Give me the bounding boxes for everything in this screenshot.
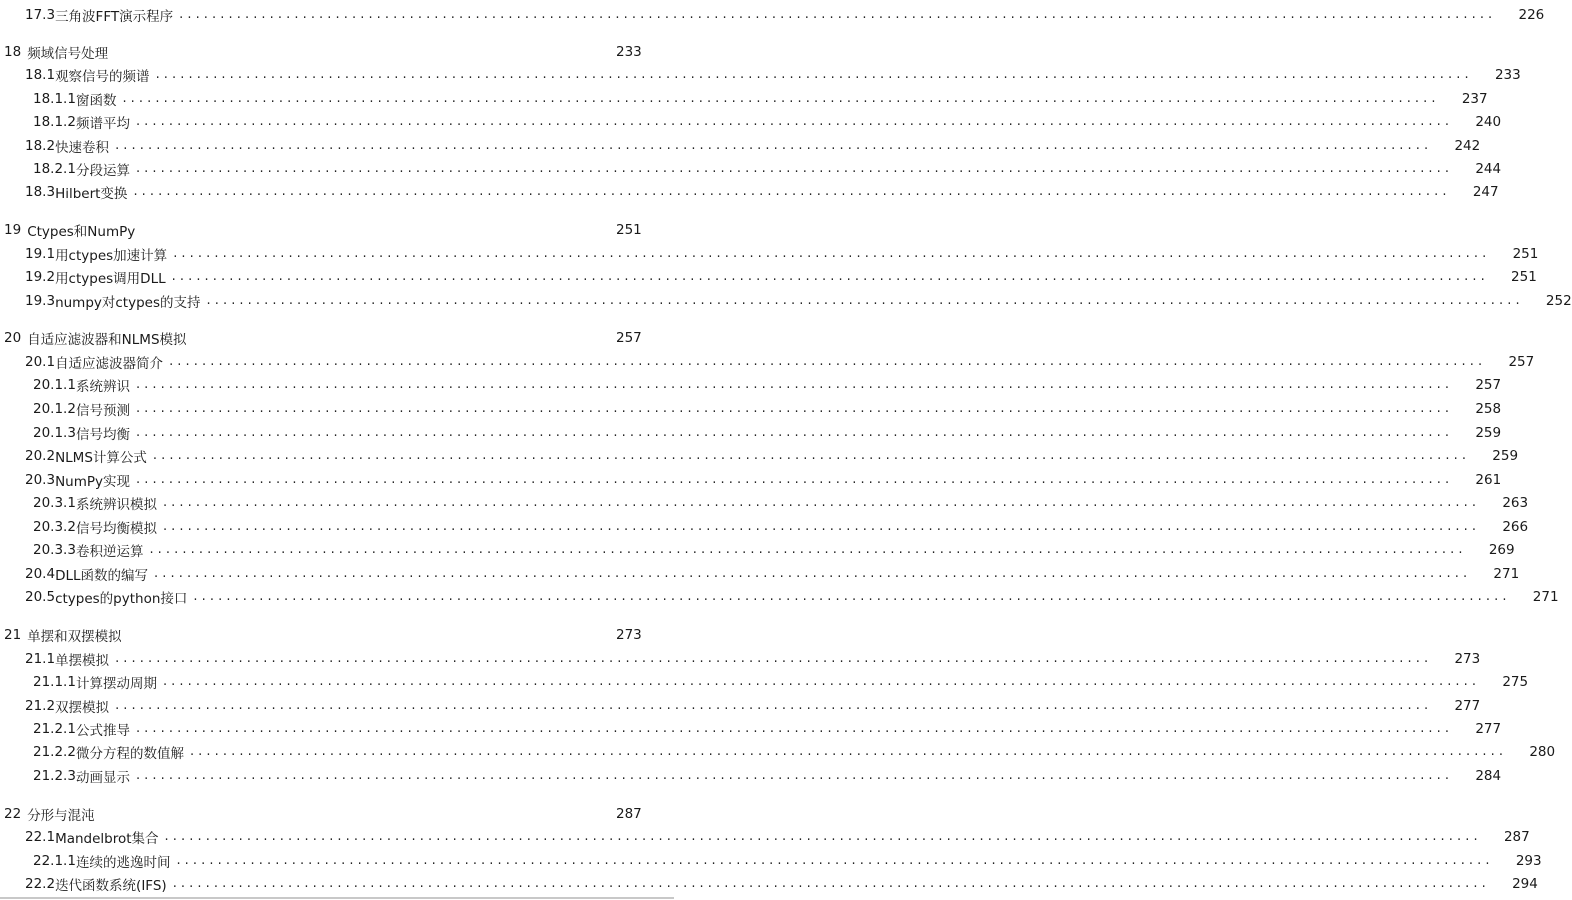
toc-entry[interactable] <box>0 89 1488 109</box>
entry-number: 17.3 <box>25 7 56 23</box>
leader-dots: ................................................................................................................................................................ <box>135 377 1454 392</box>
page-number: 259 <box>1475 425 1502 441</box>
entry-number: 21.2.2 <box>33 744 76 760</box>
entry-number: 21.2.1 <box>33 721 76 737</box>
entry-number: 20.3.1 <box>33 495 76 511</box>
toc-entry[interactable] <box>0 136 1481 156</box>
page-number: 226 <box>1518 7 1545 23</box>
toc-entry[interactable] <box>0 540 1515 560</box>
leader-dots: ................................................................................................................................................................ <box>154 566 1472 581</box>
toc-entry[interactable] <box>0 493 1529 513</box>
page-number: 257 <box>616 330 642 346</box>
leader-dots: ................................................................................................................................................................ <box>135 721 1454 736</box>
toc-entry[interactable] <box>0 766 1502 786</box>
entry-title: Hilbert变换 <box>55 186 128 202</box>
toc-chapter-entry[interactable] <box>0 625 674 645</box>
toc-entry[interactable] <box>0 470 1502 490</box>
leader-dots: ................................................................................................................................................................ <box>193 589 1511 604</box>
toc-entry[interactable] <box>0 352 1535 372</box>
toc-entry[interactable] <box>0 112 1502 132</box>
page-number: 277 <box>1454 698 1481 714</box>
page-number: 273 <box>616 627 642 643</box>
toc-entry[interactable] <box>0 267 1537 287</box>
page-number: 233 <box>616 44 642 60</box>
toc-entry[interactable] <box>0 517 1529 537</box>
entry-number: 18.1.2 <box>33 114 76 130</box>
entry-number: 18.2.1 <box>33 161 76 177</box>
entry-number: 19.2 <box>25 269 56 285</box>
page-number: 287 <box>1503 829 1530 845</box>
toc-entry[interactable] <box>0 564 1520 584</box>
leader-dots: ................................................................................................................................................................ <box>115 651 1433 666</box>
entry-number: 20.1.3 <box>33 425 76 441</box>
entry-title: NumPy实现 <box>55 474 130 490</box>
entry-title: 计算摆动周期 <box>75 676 157 692</box>
toc-entry[interactable] <box>0 399 1502 419</box>
leader-dots: ................................................................................................................................................................ <box>135 768 1454 783</box>
toc-chapter-entry[interactable] <box>0 220 674 240</box>
toc-entry[interactable] <box>0 719 1502 739</box>
entry-number: 18.1 <box>25 67 56 83</box>
leader-dots: ................................................................................................................................................................ <box>179 7 1497 22</box>
entry-title: 快速卷积 <box>55 140 110 156</box>
page-number: 294 <box>1512 876 1538 892</box>
page-number: 251 <box>1512 246 1539 262</box>
leader-dots: ................................................................................................................................................................ <box>135 425 1454 440</box>
entry-number: 21.1.1 <box>33 674 76 690</box>
toc-entry[interactable] <box>0 874 1538 894</box>
page-number: 247 <box>1472 184 1499 200</box>
entry-title: DLL函数的编写 <box>55 568 149 584</box>
entry-number: 18 <box>4 44 22 60</box>
leader-dots: ................................................................................................................................................................ <box>115 698 1433 713</box>
entry-title: 频谱平均 <box>75 116 130 132</box>
page-number: 257 <box>1475 377 1502 393</box>
entry-title: 动画显示 <box>75 770 130 786</box>
leader-dots: ................................................................................................................................................................ <box>189 744 1508 759</box>
entry-title: numpy对ctypes的支持 <box>55 295 201 311</box>
entry-number: 18.2 <box>25 138 56 154</box>
page-number: 252 <box>1545 293 1572 309</box>
page-number: 251 <box>1511 269 1537 285</box>
leader-dots: ................................................................................................................................................................ <box>155 67 1473 82</box>
leader-dots: ................................................................................................................................................................ <box>164 829 1482 844</box>
leader-dots: ................................................................................................................................................................ <box>171 269 1489 284</box>
page-number: 287 <box>616 806 642 822</box>
page-number: 275 <box>1502 674 1529 690</box>
entry-title: 系统辨识 <box>75 379 130 395</box>
toc-entry[interactable] <box>0 182 1499 202</box>
page-number: 258 <box>1475 401 1502 417</box>
page-bottom-rule <box>0 897 674 899</box>
entry-number: 18.3 <box>25 184 56 200</box>
leader-dots: ................................................................................................................................................................ <box>136 472 1454 487</box>
toc-entry[interactable] <box>0 851 1542 871</box>
toc-entry[interactable] <box>0 423 1502 443</box>
entry-title: 三角波FFT演示程序 <box>55 9 174 25</box>
leader-dots: ................................................................................................................................................................ <box>115 138 1433 153</box>
entry-title: Ctypes和NumPy <box>27 224 136 240</box>
entry-title: ctypes的python接口 <box>55 591 188 607</box>
entry-number: 20.1 <box>25 354 56 370</box>
entry-number: 21 <box>4 627 22 643</box>
toc-entry[interactable] <box>0 5 1545 25</box>
toc-entry[interactable] <box>0 244 1539 264</box>
page-number: 237 <box>1461 91 1488 107</box>
toc-entry[interactable] <box>0 742 1556 762</box>
entry-title: 单摆和双摆模拟 <box>27 629 122 645</box>
entry-number: 21.1 <box>25 651 56 667</box>
entry-title: 窗函数 <box>75 93 117 109</box>
entry-title: 连续的逃逸时间 <box>75 855 171 871</box>
entry-title: NLMS计算公式 <box>55 450 147 466</box>
entry-number: 22 <box>4 806 22 822</box>
leader-dots: ................................................................................................................................................................ <box>122 91 1440 106</box>
page-number: 263 <box>1502 495 1529 511</box>
leader-dots: ................................................................................................................................................................ <box>135 161 1454 176</box>
page-number: 233 <box>1494 67 1521 83</box>
entry-number: 22.1.1 <box>33 853 76 869</box>
leader-dots: ................................................................................................................................................................ <box>162 674 1481 689</box>
leader-dots: ................................................................................................................................................................ <box>176 853 1494 868</box>
entry-number: 18.1.1 <box>33 91 76 107</box>
leader-dots: ................................................................................................................................................................ <box>162 495 1481 510</box>
entry-title: 双摆模拟 <box>55 700 110 716</box>
entry-title: 信号均衡模拟 <box>75 521 157 537</box>
page-number: 244 <box>1475 161 1502 177</box>
entry-title: 信号均衡 <box>75 427 130 443</box>
page-number: 240 <box>1475 114 1502 130</box>
toc-entry[interactable] <box>0 649 1481 669</box>
toc-entry[interactable] <box>0 696 1481 716</box>
leader-dots: ................................................................................................................................................................ <box>135 401 1454 416</box>
page-number: 257 <box>1508 354 1535 370</box>
entry-title: Mandelbrot集合 <box>55 831 159 847</box>
toc-entry[interactable] <box>0 65 1521 85</box>
toc-entry[interactable] <box>0 587 1559 607</box>
page-number: 284 <box>1475 768 1502 784</box>
entry-title: 卷积逆运算 <box>75 544 144 560</box>
entry-number: 22.2 <box>25 876 56 892</box>
entry-title: 自适应滤波器简介 <box>55 356 164 372</box>
leader-dots: ................................................................................................................................................................ <box>173 246 1491 261</box>
entry-title: 频域信号处理 <box>27 46 109 62</box>
entry-title: 观察信号的频谱 <box>55 69 150 85</box>
page-number: 242 <box>1454 138 1481 154</box>
entry-number: 19.3 <box>25 293 56 309</box>
toc-entry[interactable] <box>0 291 1572 311</box>
toc-entry[interactable] <box>0 827 1530 847</box>
entry-number: 20.3.2 <box>33 519 76 535</box>
entry-number: 19 <box>4 222 22 238</box>
entry-title: 迭代函数系统(IFS) <box>55 878 167 894</box>
page-number: 271 <box>1532 589 1559 605</box>
leader-dots: ................................................................................................................................................................ <box>135 114 1454 129</box>
leader-dots: ................................................................................................................................................................ <box>133 184 1451 199</box>
toc-chapter-entry[interactable] <box>0 804 674 824</box>
leader-dots: ................................................................................................................................................................ <box>152 448 1471 463</box>
page-number: 266 <box>1502 519 1529 535</box>
page-number: 271 <box>1493 566 1520 582</box>
entry-title: 用ctypes加速计算 <box>55 248 168 264</box>
toc-entry[interactable] <box>0 159 1502 179</box>
leader-dots: ................................................................................................................................................................ <box>149 542 1467 557</box>
entry-title: 分段运算 <box>75 163 130 179</box>
leader-dots: ................................................................................................................................................................ <box>172 876 1490 891</box>
entry-number: 21.2.3 <box>33 768 76 784</box>
leader-dots: ................................................................................................................................................................ <box>162 519 1481 534</box>
entry-number: 20.3 <box>25 472 56 488</box>
entry-title: 分形与混沌 <box>27 808 95 824</box>
entry-number: 19.1 <box>25 246 56 262</box>
page-number: 251 <box>616 222 642 238</box>
entry-title: 微分方程的数值解 <box>75 746 184 762</box>
page-number: 273 <box>1454 651 1481 667</box>
entry-title: 信号预测 <box>75 403 130 419</box>
entry-number: 22.1 <box>25 829 56 845</box>
toc-entry[interactable] <box>0 375 1502 395</box>
entry-number: 21.2 <box>25 698 56 714</box>
page-number: 261 <box>1475 472 1502 488</box>
page-number: 259 <box>1492 448 1519 464</box>
leader-dots: ................................................................................................................................................................ <box>169 354 1487 369</box>
entry-title: 用ctypes调用DLL <box>55 271 166 287</box>
page-number: 280 <box>1529 744 1556 760</box>
toc-chapter-entry[interactable] <box>0 328 674 348</box>
toc-entry[interactable] <box>0 672 1529 692</box>
entry-number: 20.5 <box>25 589 56 605</box>
entry-number: 20.4 <box>25 566 56 582</box>
page-number: 293 <box>1515 853 1542 869</box>
page-number: 269 <box>1488 542 1515 558</box>
entry-number: 20.1.1 <box>33 377 76 393</box>
entry-number: 20.3.3 <box>33 542 76 558</box>
entry-number: 20.2 <box>25 448 56 464</box>
entry-number: 20 <box>4 330 22 346</box>
page-number: 277 <box>1475 721 1502 737</box>
entry-title: 单摆模拟 <box>55 653 110 669</box>
entry-number: 20.1.2 <box>33 401 76 417</box>
toc-chapter-entry[interactable] <box>0 42 674 62</box>
entry-title: 系统辨识模拟 <box>75 497 157 513</box>
leader-dots: ................................................................................................................................................................ <box>206 293 1524 308</box>
entry-title: 公式推导 <box>75 723 130 739</box>
entry-title: 自适应滤波器和NLMS模拟 <box>27 332 187 348</box>
toc-entry[interactable] <box>0 446 1519 466</box>
